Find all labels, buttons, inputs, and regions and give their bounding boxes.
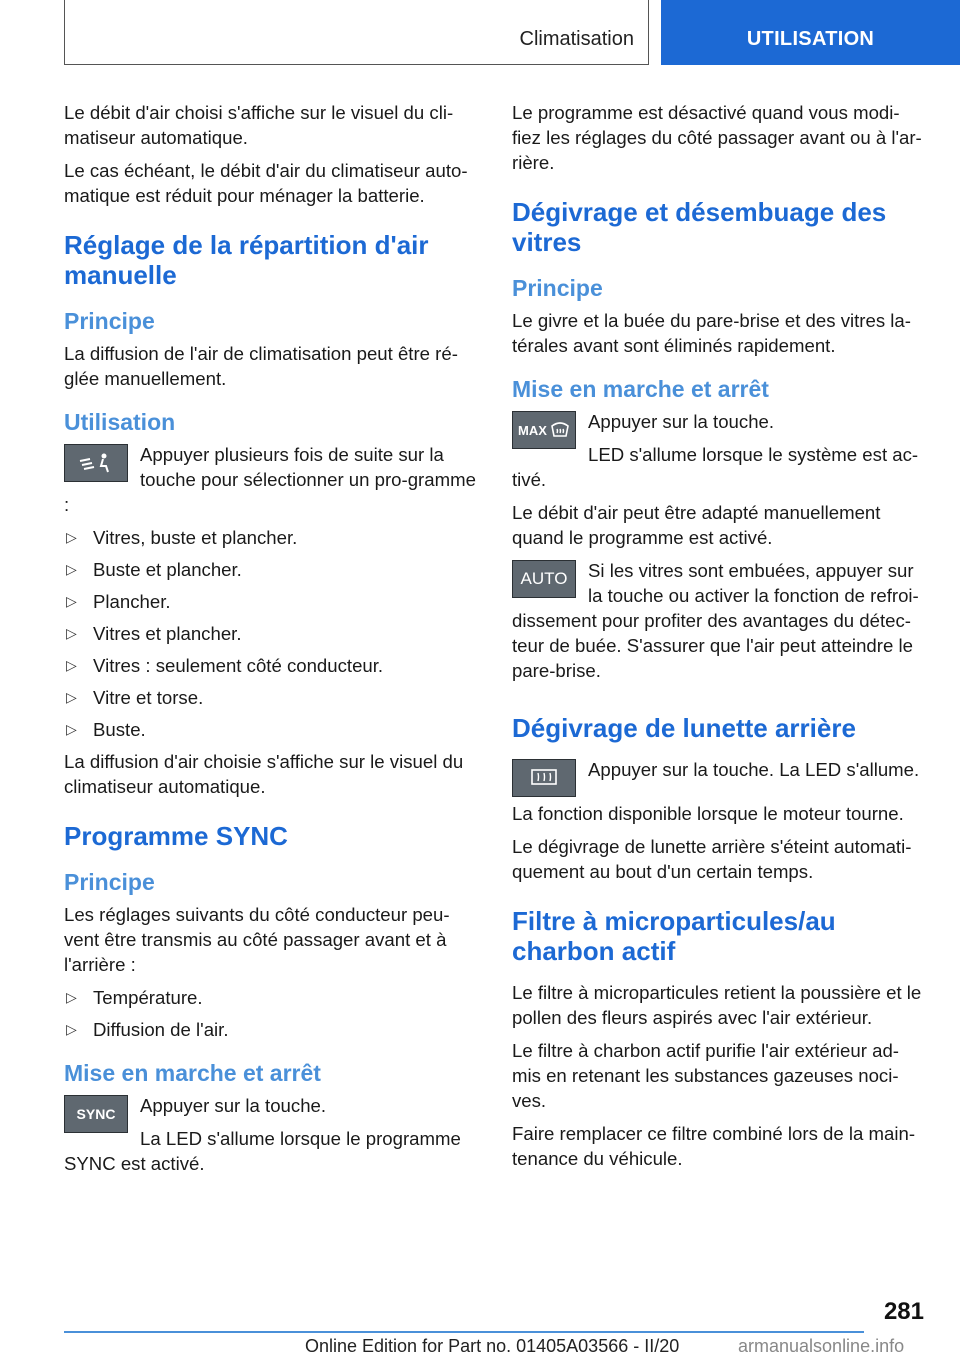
auto-button-icon: AUTO <box>512 560 576 598</box>
bullet-triangle-icon: ▷ <box>66 561 77 577</box>
paragraph: LED s'allume lorsque le système est ac-tivé. <box>512 444 919 490</box>
auto-block <box>512 558 926 691</box>
paragraph: Le débit d'air peut être adapté manuellement quand le programme est activé. <box>512 502 881 548</box>
bullet-triangle-icon: ▷ <box>66 657 77 673</box>
mode-list <box>64 525 478 742</box>
rear-defrost-block <box>512 757 926 801</box>
list-item: ▷ Diffusion de l'air. <box>66 1019 229 1040</box>
list-item: ▷ Vitres : seulement côté conducteur. <box>66 655 384 676</box>
max-defrost-button-icon: MAX <box>512 411 576 449</box>
paragraph: Faire remplacer ce filtre combiné lors de la main-tenance du véhicule. <box>512 1123 916 1169</box>
subsection-heading: Principe <box>64 308 155 334</box>
header-section-title: Climatisation <box>519 28 634 50</box>
paragraph: La diffusion de l'air de climatisation peut être ré-glée manuellement. <box>64 343 458 389</box>
paragraph: Le dégivrage de lunette arrière s'éteint automati-quement au bout d'un certain temps. <box>512 836 912 882</box>
sync-block <box>64 1093 478 1184</box>
subsection-heading: Mise en marche et arrêt <box>64 1060 321 1086</box>
bullet-triangle-icon: ▷ <box>66 1021 77 1037</box>
paragraph: La diffusion d'air choisie s'affiche sur le visuel du climatiseur automatique. <box>64 751 464 797</box>
page-number: 281 <box>883 1298 924 1325</box>
paragraph: Le filtre à microparticules retient la poussière et le pollen des fleurs aspirés avec l'air extérieur. <box>512 982 922 1028</box>
paragraph: Le givre et la buée du pare-brise et des vitres la-térales avant sont éliminés rapidement. <box>512 310 911 356</box>
sync-button-icon: SYNC <box>64 1095 128 1133</box>
header-chapter-label: UTILISATION <box>746 28 875 50</box>
rear-window-defrost-button-icon <box>512 759 576 797</box>
list-item: ▷ Vitres et plancher. <box>66 623 242 644</box>
list-item: ▷ Vitre et torse. <box>66 687 204 708</box>
footer-divider <box>64 1331 864 1333</box>
left-column <box>64 100 478 1184</box>
paragraph: Appuyer sur la touche. <box>140 1095 327 1116</box>
paragraph: Les réglages suivants du côté conducteur peu-vent être transmis au côté passager avant et à l'arrière : <box>64 904 450 975</box>
right-column <box>512 100 926 1179</box>
section-heading: Dégivrage et désembuage des vitres <box>512 197 887 257</box>
subsection-heading: Principe <box>512 275 603 301</box>
bullet-triangle-icon: ▷ <box>66 593 77 609</box>
bullet-triangle-icon: ▷ <box>66 529 77 545</box>
max-block <box>512 409 926 500</box>
subsection-heading: Principe <box>64 869 155 895</box>
bullet-triangle-icon: ▷ <box>66 721 77 737</box>
utilisation-block <box>64 442 478 525</box>
bullet-triangle-icon: ▷ <box>66 689 77 705</box>
list-item: ▷ Buste et plancher. <box>66 559 242 580</box>
list-item: ▷ Plancher. <box>66 591 171 612</box>
paragraph: Appuyer sur la touche. <box>588 411 775 432</box>
air-distribution-button-icon <box>64 444 128 482</box>
paragraph: Le débit d'air choisi s'affiche sur le visuel du cli-matiseur automatique. <box>64 102 454 148</box>
bullet-triangle-icon: ▷ <box>66 625 77 641</box>
header-chapter-tab <box>661 0 960 65</box>
section-heading: Programme SYNC <box>64 821 288 851</box>
list-item: ▷ Température. <box>66 987 203 1008</box>
paragraph: Le programme est désactivé quand vous modi-fiez les réglages du côté passager avant ou à l'ar-rière. <box>512 102 922 173</box>
section-heading: Dégivrage de lunette arrière <box>512 713 856 743</box>
paragraph: Le filtre à charbon actif purifie l'air extérieur ad-mis en retenant les substances gazeuses noci-ves. <box>512 1040 899 1111</box>
watermark: armanualsonline.info <box>738 1336 905 1356</box>
paragraph: Si les vitres sont embuées, appuyer sur la touche ou activer la fonction de refroi-dissement pour profiter des avantages du détec-teur de buée. S'assurer que l'air peut atteindre le pare-brise. <box>512 560 919 681</box>
subsection-heading: Utilisation <box>64 409 176 435</box>
bullet-triangle-icon: ▷ <box>66 989 77 1005</box>
paragraph: Le cas échéant, le débit d'air du climatiseur auto-matique est réduit pour ménager la batterie. <box>64 160 468 206</box>
paragraph: Appuyer sur la touche. La LED s'allume. <box>588 759 920 780</box>
paragraph: La LED s'allume lorsque le programme SYNC est activé. <box>64 1128 461 1174</box>
paragraph: La fonction disponible lorsque le moteur tourne. <box>512 803 904 824</box>
edition-note: Online Edition for Part no. 01405A03566 - II/20 <box>305 1336 680 1356</box>
section-heading: Filtre à microparticules/au charbon actif <box>512 906 836 966</box>
sync-list <box>64 985 478 1042</box>
subsection-heading: Mise en marche et arrêt <box>512 376 769 402</box>
list-item: ▷ Buste. <box>66 719 146 740</box>
list-item: ▷ Vitres, buste et plancher. <box>66 527 298 548</box>
section-heading: Réglage de la répartition d'air manuelle <box>64 230 429 290</box>
paragraph: Appuyer plusieurs fois de suite sur la touche pour sélectionner un pro-gramme : <box>64 444 476 515</box>
